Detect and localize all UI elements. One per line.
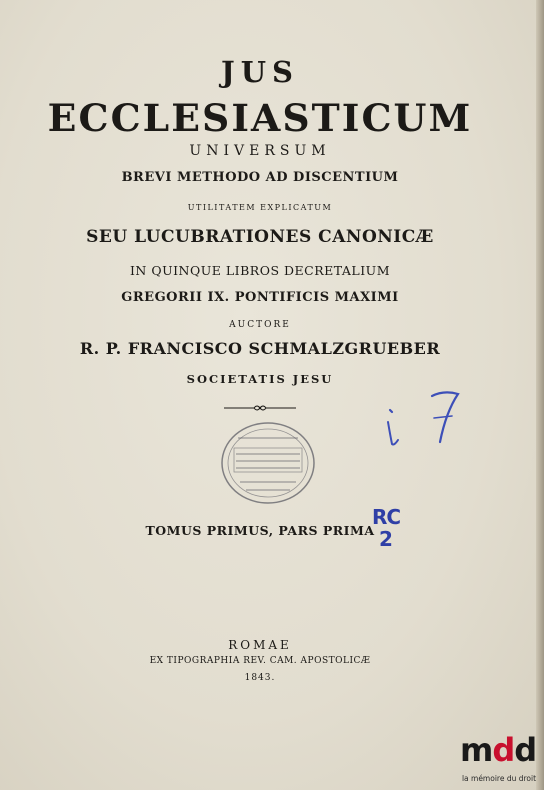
shelfmark-line1: RC — [371, 505, 401, 529]
ornament-rule-icon — [220, 400, 300, 416]
page-edge — [536, 0, 544, 790]
library-stamp-icon — [218, 418, 318, 508]
subtitle-gregorii: GREGORII IX. PONTIFICIS MAXIMI — [121, 290, 399, 305]
volume-label: TOMUS PRIMUS, PARS PRIMA — [145, 523, 375, 538]
shelfmark-line2: 2 — [379, 527, 393, 551]
author-society: SOCIETATIS JESU — [186, 372, 334, 386]
author-name: R. P. FRANCISCO SCHMALZGRUEBER — [79, 339, 441, 358]
imprint-city: ROMAE — [228, 638, 292, 652]
shelfmark-stamp — [370, 506, 402, 550]
logo-wordmark: mdd — [460, 731, 537, 769]
handwritten-mark-icon — [380, 382, 470, 452]
mdd-logo — [454, 732, 544, 790]
imprint-year: 1843. — [244, 673, 276, 683]
subtitle-universum: UNIVERSUM — [189, 143, 331, 159]
imprint-printer: EX TIPOGRAPHIA REV. CAM. APOSTOLICÆ — [149, 656, 371, 666]
subtitle-utilitatem: UTILITATEM EXPLICATUM — [187, 203, 333, 212]
title-jus: JUS — [221, 55, 299, 89]
logo-tagline: la mémoire du droit — [461, 774, 537, 783]
subtitle-lucubrationes: SEU LUCUBRATIONES CANONICÆ — [86, 227, 434, 247]
subtitle-quinque-libros: IN QUINQUE LIBROS DECRETALIUM — [129, 263, 390, 278]
subtitle-brevi-methodo: BREVI METHODO AD DISCENTIUM — [121, 170, 399, 185]
title-ecclesiasticum: ECCLESIASTICUM — [47, 96, 473, 140]
auctore-label: AUCTORE — [229, 320, 291, 330]
